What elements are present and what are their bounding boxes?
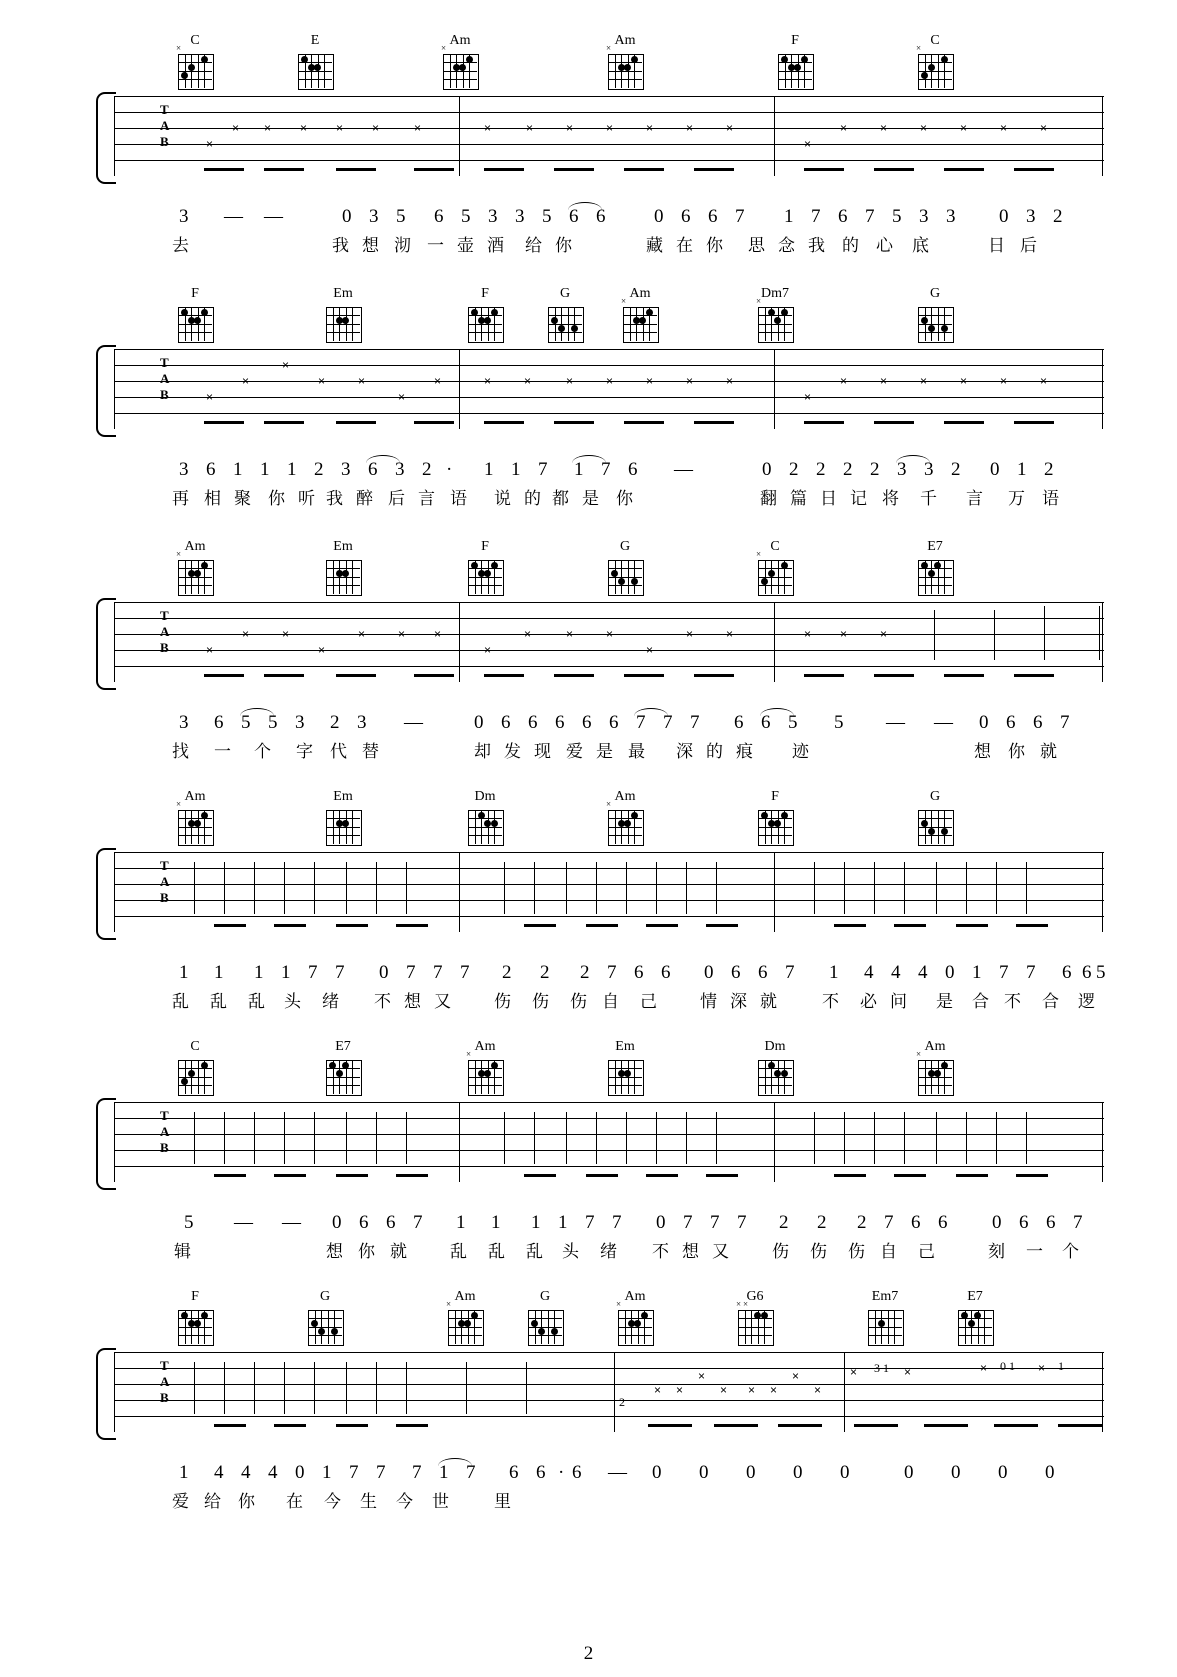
chord-diagram: G [906, 287, 964, 343]
staff-brace [96, 345, 116, 437]
chord-grid: × [172, 50, 218, 90]
chord-diagram: C × [906, 34, 964, 90]
system-5 [74, 1040, 1104, 1272]
system-4 [74, 790, 1104, 1022]
lyric-row: 再 相 聚 你 听 我 醉 后 言 语 说 的 都 是 你 翻 篇 日 记 将 千 言 万 语 [172, 489, 1059, 509]
chord-diagram-row [74, 1040, 1104, 1102]
chord-diagram: Am × [611, 287, 669, 343]
chord-diagram: G [516, 1290, 574, 1346]
staff-brace [96, 598, 116, 690]
chord-diagram: C × [166, 34, 224, 90]
chord-diagram: E7 [314, 1040, 372, 1096]
system-6 [74, 1290, 1104, 1522]
tab-staff: T A B × × × × × × × × × × × × × × × × × × × × × [74, 349, 1104, 459]
number-notation-row: 3 6 5 5 3 2 3 — 0 6 6 6 6 6 7 7 7 6 6 5 5 — — 0 6 6 7 [74, 712, 1104, 742]
number-notation-row: 1 1 1 1 7 7 0 7 7 7 2 2 2 7 6 6 0 6 6 7 1 4 4 4 0 1 7 7 6 6 5 [179, 962, 1106, 983]
system-3 [74, 540, 1104, 772]
chord-diagram: Em [314, 287, 372, 343]
chord-diagram: E [286, 34, 344, 90]
staff-brace [96, 1348, 116, 1440]
number-notation-row: 5 — — 0 6 6 7 1 1 1 1 7 7 0 7 7 7 2 2 2 7 6 6 0 6 6 7 [184, 1212, 1083, 1233]
number-notation-row: 3 6 1 1 1 2 3 6 3 2 · 1 1 7 1 7 6 — 0 2 2 2 2 3 3 2 0 1 2 [74, 459, 1104, 489]
number-notation-row: 3 — — 0 3 5 6 5 3 3 5 6 6 0 6 6 7 1 7 6 7 5 3 3 0 3 2 [74, 206, 1104, 236]
chord-diagram: Em [596, 1040, 654, 1096]
staff-brace [96, 92, 116, 184]
chord-diagram: F [456, 287, 514, 343]
chord-diagram-row [74, 540, 1104, 602]
chord-diagram: Em7 [856, 1290, 914, 1346]
chord-diagram: G6 × × [726, 1290, 784, 1346]
lyric-row: 找 一 个 字 代 替 却 发 现 爱 是 最 深 的 痕 迹 想 你 就 [172, 742, 1057, 762]
chord-diagram: E7 [906, 540, 964, 596]
chord-diagram: Am × [606, 1290, 664, 1346]
chord-diagram-row [74, 34, 1104, 96]
chord-diagram: C × [746, 540, 804, 596]
number-notation-row: 1 4 4 4 0 1 7 7 7 1 7 6 6 · 6 — 0 0 0 0 0 0 0 0 0 [74, 1462, 1104, 1492]
lyric-row: 辑 想 你 就 乱 乱 乱 头 绪 不 想 又 伤 伤 伤 自 己 刻 一 个 [174, 1242, 1079, 1262]
chord-diagram: Am × [906, 1040, 964, 1096]
chord-diagram: Am × [436, 1290, 494, 1346]
chord-diagram: F [456, 540, 514, 596]
tab-staff: T A B × × × × × × × × × × × × × × × × × [74, 602, 1104, 712]
lyric-row: 乱 乱 乱 头 绪 不 想 又 伤 伤 伤 自 己 情 深 就 不 必 问 是 合 不 合 逻 [172, 992, 1095, 1012]
staff-brace [96, 848, 116, 940]
chord-diagram: Am × [596, 34, 654, 90]
tab-clef: T A B [160, 102, 170, 149]
chord-diagram: G [596, 540, 654, 596]
tab-staff [74, 852, 1104, 962]
chord-diagram: G [296, 1290, 354, 1346]
chord-diagram: Am × [166, 540, 224, 596]
chord-diagram: Am × [596, 790, 654, 846]
chord-diagram: F [746, 790, 804, 846]
chord-diagram-row [74, 790, 1104, 852]
tab-clef: T A B [160, 608, 170, 655]
system-2 [74, 287, 1104, 519]
chord-diagram: Am × [431, 34, 489, 90]
tab-clef: T A B [160, 858, 170, 905]
chord-diagram: C [166, 1040, 224, 1096]
tab-clef: T A B [160, 1358, 170, 1405]
tab-clef: T A B [160, 1108, 170, 1155]
lyric-row: 爱 给 你 在 今 生 今 世 里 [172, 1492, 511, 1512]
chord-diagram: E7 [946, 1290, 1004, 1346]
chord-diagram: F [166, 287, 224, 343]
page-number: 2 [583, 1643, 594, 1664]
tab-staff: T A B × × × × × × × × × × × × × × × × × × × × × [74, 96, 1104, 206]
chord-diagram: Am × [166, 790, 224, 846]
chord-diagram: G [906, 790, 964, 846]
chord-diagram: Dm [456, 790, 514, 846]
chord-diagram: Dm [746, 1040, 804, 1096]
chord-diagram: G [536, 287, 594, 343]
chord-diagram: Dm7 × [746, 287, 804, 343]
chord-diagram: Em [314, 790, 372, 846]
chord-diagram-row [74, 1290, 1104, 1352]
lyric-row: 去 我 想 沏 一 壶 酒 给 你 藏 在 你 思 念 我 的 心 底 日 后 [172, 236, 1037, 256]
staff-brace [96, 1098, 116, 1190]
tab-clef: T A B [160, 355, 170, 402]
chord-diagram-row [74, 287, 1104, 349]
chord-diagram: F [766, 34, 824, 90]
tab-staff: T A B × × × × × × × × × × × × 3 1 0 1 1 2 [74, 1352, 1104, 1462]
chord-diagram: F [166, 1290, 224, 1346]
chord-diagram: Em [314, 540, 372, 596]
chord-diagram: Am × [456, 1040, 514, 1096]
tab-staff [74, 1102, 1104, 1212]
system-1 [74, 34, 1104, 266]
